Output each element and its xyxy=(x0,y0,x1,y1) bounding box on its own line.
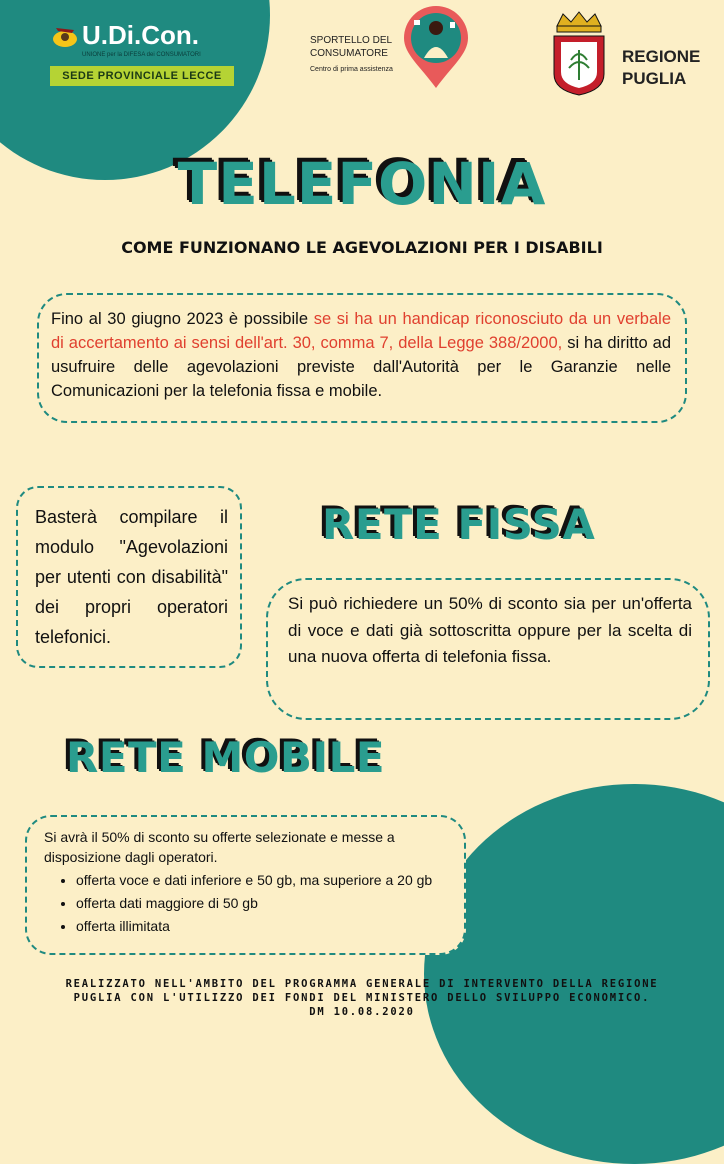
regione-line1: REGIONE xyxy=(622,47,701,66)
modulo-box: Basterà compilare il modulo "Agevolazioni per utenti con disabilità" dei propri operatori telefonici. xyxy=(16,486,242,668)
decorative-blob-bottom-right xyxy=(424,784,724,1164)
intro-text-before: Fino al 30 giugno 2023 è possibile xyxy=(51,310,314,328)
udicon-tagline: UNIONE per la DIFESA dei CONSUMATORI xyxy=(82,52,201,58)
list-item: • offerta voce e dati inferiore e 50 gb, ma superiore a 20 gb xyxy=(76,869,452,892)
footer-line1: REALIZZATO NELL'AMBITO DEL PROGRAMMA GENERALE DI INTERVENTO DELLA REGIONE xyxy=(65,978,659,990)
regione-label xyxy=(622,46,700,90)
rete-mobile-box xyxy=(25,815,466,955)
footer-line2: PUGLIA CON L'UTILIZZO DEI FONDI DEL MINISTERO DELLO SVILUPPO ECONOMICO. xyxy=(73,992,651,1004)
regione-puglia-crest-icon xyxy=(551,10,607,96)
udicon-logo xyxy=(52,20,232,58)
sportello-pin-icon xyxy=(400,6,472,90)
footer-line3: DM 10.08.2020 xyxy=(309,1006,415,1018)
sportello-line1: SPORTELLO DEL xyxy=(310,35,393,46)
rete-mobile-heading: RETE MOBILE xyxy=(66,733,386,782)
sede-badge: SEDE PROVINCIALE LECCE xyxy=(50,66,234,86)
page-subtitle: COME FUNZIONANO LE AGEVOLAZIONI PER I DISABILI xyxy=(121,238,603,257)
intro-text-highlight: se si ha un handicap riconosciuto da un verbale di accertamento ai sensi dell'art. 30, comma 7, della Legge 388/2000, xyxy=(51,310,671,352)
sportello-line2: CONSUMATORE xyxy=(310,48,388,59)
footer-note xyxy=(0,977,724,1019)
rete-mobile-list xyxy=(44,869,452,938)
udicon-emblem-icon xyxy=(52,24,78,48)
page-title: TELEFONIA xyxy=(177,150,547,218)
regione-line2: PUGLIA xyxy=(622,69,687,88)
intro-text-after: si ha diritto ad usufruire delle agevolazioni previste dall'Autorità per le Garanzie nelle Comunicazioni per la telefonia fissa e mobile. xyxy=(51,334,672,400)
rete-fissa-heading: RETE FISSA xyxy=(322,500,596,549)
udicon-name: U.Di.Con. xyxy=(82,20,199,50)
list-item: • offerta illimitata xyxy=(76,915,452,938)
sportello-line3: Centro di prima assistenza xyxy=(310,66,393,73)
rete-fissa-box: Si può richiedere un 50% di sconto sia per un'offerta di voce e dati già sottoscritta oppure per la scelta di una nuova offerta di telefonia fissa. xyxy=(266,578,710,720)
intro-box xyxy=(37,293,687,423)
rete-mobile-text: Si avrà il 50% di sconto su offerte selezionate e messe a disposizione dagli operatori. xyxy=(44,829,395,865)
list-item: • offerta dati maggiore di 50 gb xyxy=(76,892,452,915)
